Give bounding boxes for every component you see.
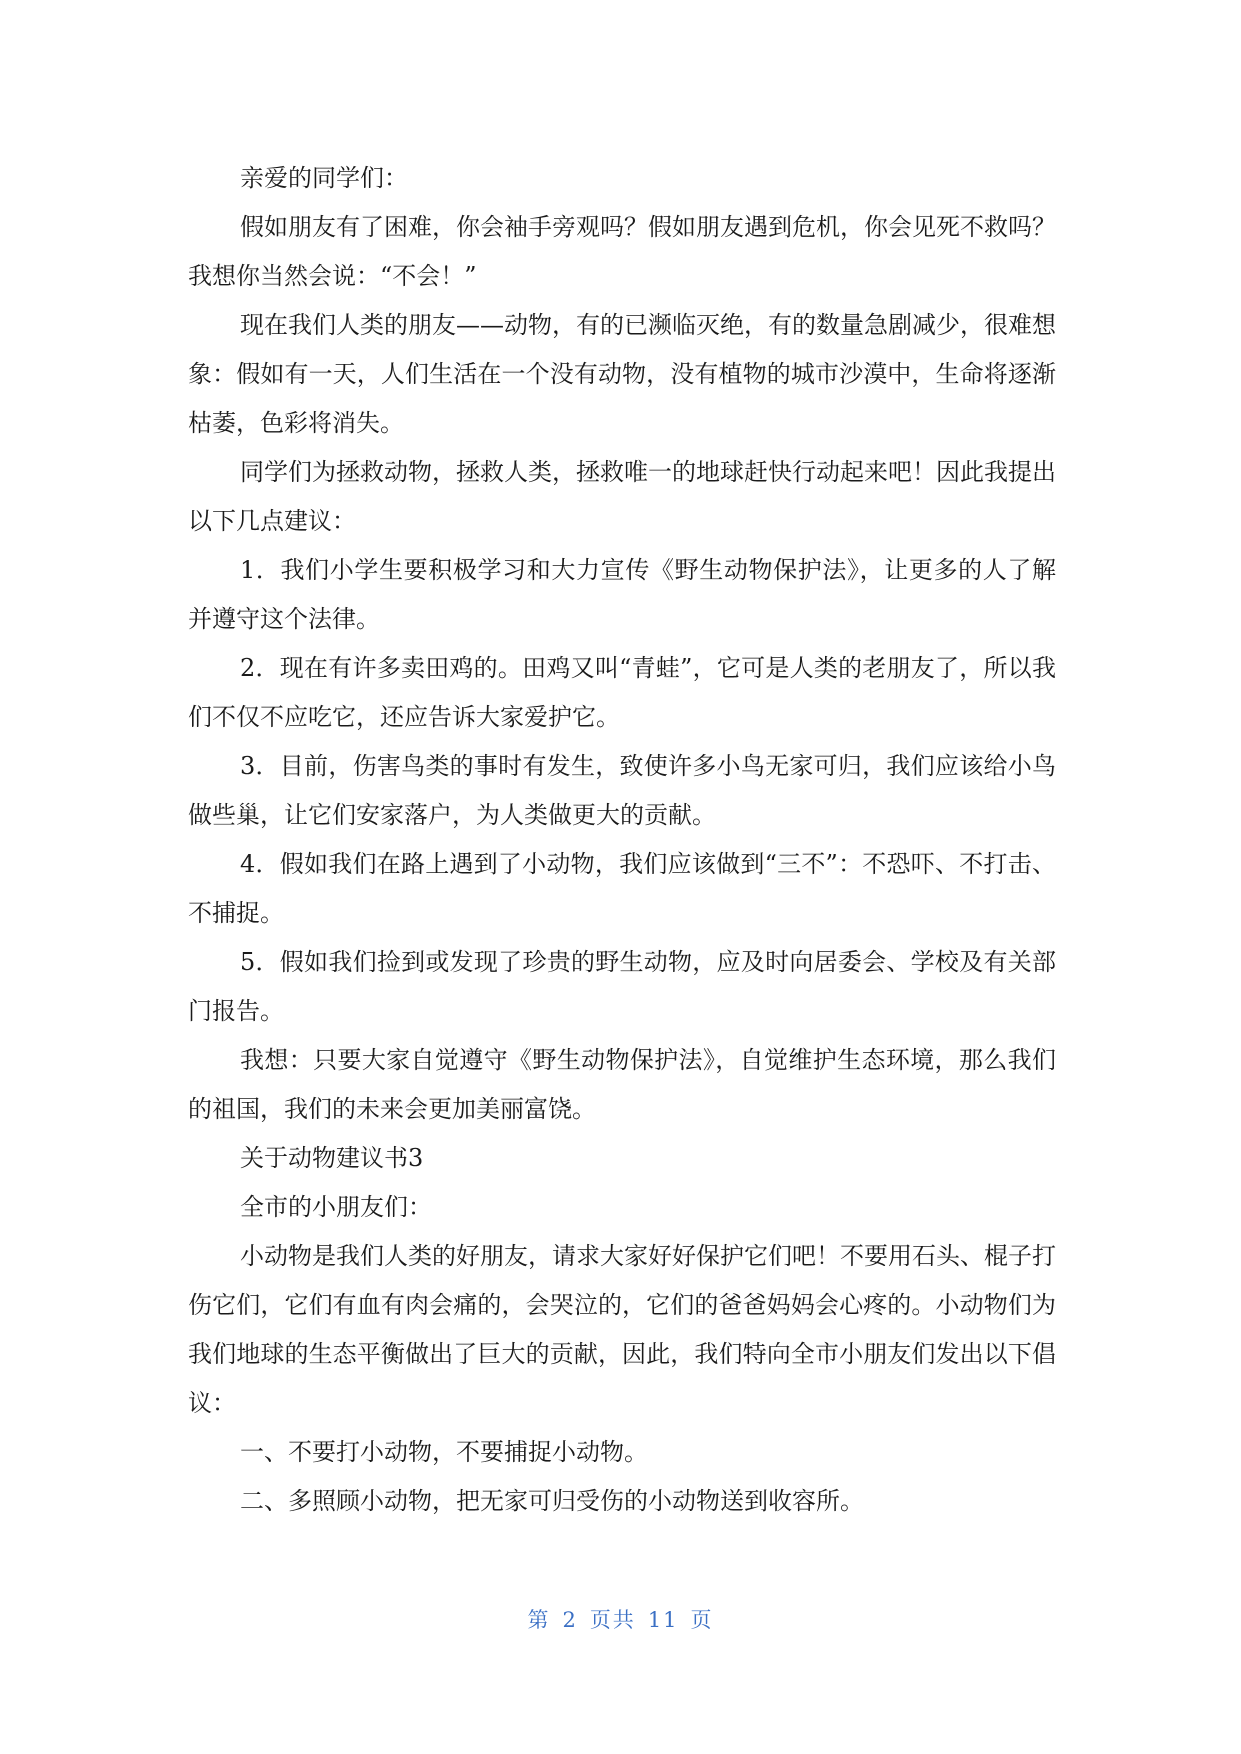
body-paragraph: 同学们为拯救动物，拯救人类，拯救唯一的地球赶快行动起来吧！因此我提出以下几点建议： [188, 458, 1056, 535]
footer-prefix: 第 [527, 1608, 551, 1632]
footer-middle: 页共 [589, 1608, 636, 1632]
suggestion-item: 5．假如我们捡到或发现了珍贵的野生动物，应及时向居委会、学校及有关部门报告。 [188, 948, 1056, 1025]
body-paragraph: 现在我们人类的朋友——动物，有的已濒临灭绝，有的数量急剧减少，很难想象：假如有一天，人们生活在一个没有动物，没有植物的城市沙漠中，生命将逐渐枯萎，色彩将消失。 [188, 311, 1056, 437]
suggestion-item: 1．我们小学生要积极学习和大力宣传《野生动物保护法》，让更多的人了解并遵守这个法律。 [188, 556, 1056, 633]
document-body [188, 154, 1056, 1526]
body-paragraph: 小动物是我们人类的好朋友，请求大家好好保护它们吧！不要用石头、棍子打伤它们，它们有血有肉会痛的，会哭泣的，它们的爸爸妈妈会心疼的。小动物们为我们地球的生态平衡做出了巨大的贡献，因此，我们特向全市小朋友们发出以下倡议： [188, 1242, 1056, 1417]
suggestion-item: 2．现在有许多卖田鸡的。田鸡又叫“青蛙”，它可是人类的老朋友了，所以我们不仅不应吃它，还应告诉大家爱护它。 [188, 654, 1056, 731]
page-footer [0, 1604, 1241, 1634]
proposal-item: 一、不要打小动物，不要捕捉小动物。 [240, 1438, 648, 1466]
salutation: 全市的小朋友们： [240, 1193, 432, 1221]
body-paragraph: 假如朋友有了困难，你会袖手旁观吗？假如朋友遇到危机，你会见死不救吗？我想你当然会说：“不会！” [188, 213, 1056, 290]
footer-page-number: 2 [562, 1608, 578, 1632]
proposal-item: 二、多照顾小动物，把无家可归受伤的小动物送到收容所。 [240, 1487, 864, 1515]
salutation: 亲爱的同学们： [240, 164, 408, 192]
suggestion-item: 3．目前，伤害鸟类的事时有发生，致使许多小鸟无家可归，我们应该给小鸟做些巢，让它们安家落户，为人类做更大的贡献。 [188, 752, 1056, 829]
section-heading: 关于动物建议书3 [240, 1144, 424, 1172]
suggestion-item: 4．假如我们在路上遇到了小动物，我们应该做到“三不”：不恐吓、不打击、不捕捉。 [188, 850, 1056, 927]
footer-total-pages: 11 [647, 1608, 679, 1632]
body-paragraph: 我想：只要大家自觉遵守《野生动物保护法》，自觉维护生态环境，那么我们的祖国，我们的未来会更加美丽富饶。 [188, 1046, 1056, 1123]
footer-suffix: 页 [690, 1608, 714, 1632]
